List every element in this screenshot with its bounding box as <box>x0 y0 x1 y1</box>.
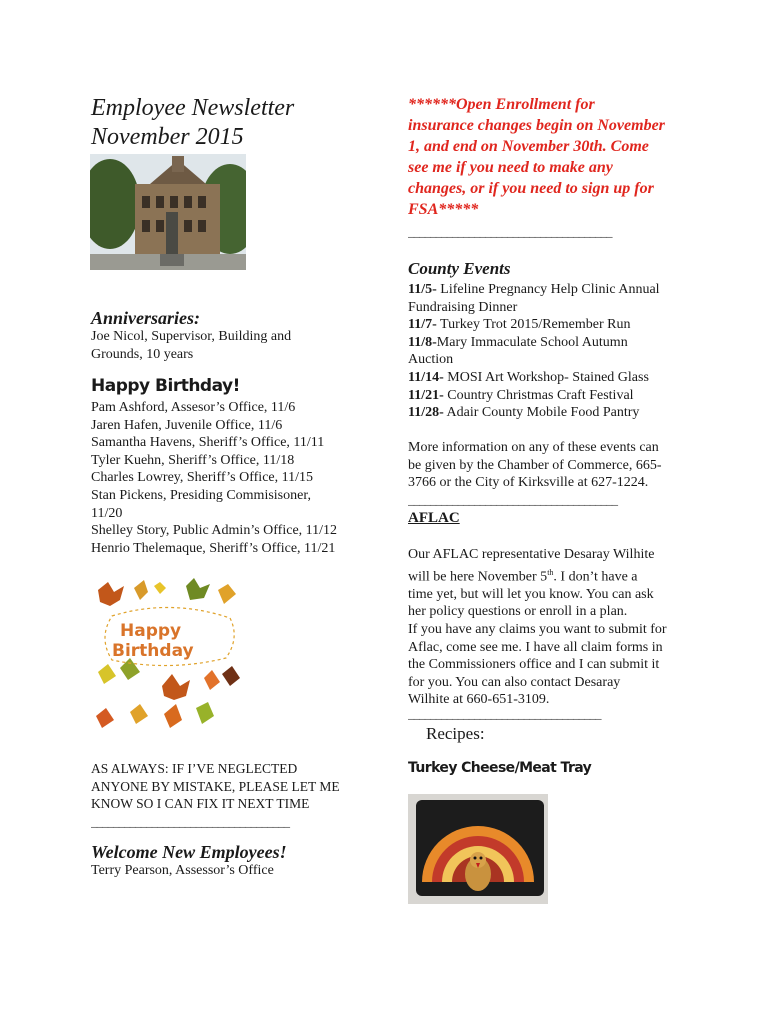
event-item: 11/7- Turkey Trot 2015/Remember Run <box>408 317 631 333</box>
aflac-line: Our AFLAC representative Desaray Wilhite <box>408 547 655 562</box>
enrollment-line: FSA***** <box>408 201 479 218</box>
birthday-entry: 11/20 <box>91 505 123 521</box>
more-info-line: 3766 or the City of Kirksville at 627-1224. <box>408 475 649 491</box>
enrollment-line: insurance changes begin on November <box>408 117 665 134</box>
notice-line: KNOW SO I CAN FIX IT NEXT TIME <box>91 796 310 812</box>
aflac-body <box>408 546 708 709</box>
anniversaries-list <box>91 328 371 363</box>
courthouse-photo <box>90 154 246 270</box>
card-word-birthday: Birthday <box>112 641 194 661</box>
notice-block <box>91 760 391 830</box>
events-more-info <box>408 439 698 492</box>
divider: ___________________________________ <box>408 706 601 721</box>
event-item: 11/28- Adair County Mobile Food Pantry <box>408 405 640 421</box>
birthday-entry: Pam Ashford, Assesor’s Office, 11/6 <box>91 400 296 415</box>
more-info-line: be given by the Chamber of Commerce, 665- <box>408 457 662 473</box>
divider: ____________________________________ <box>91 813 289 829</box>
turkey-tray-photo <box>408 794 548 904</box>
birthday-entry: Charles Lowrey, Sheriff’s Office, 11/15 <box>91 470 313 486</box>
enrollment-line: changes, or if you need to sign up for <box>408 180 654 197</box>
birthday-entry: Stan Pickens, Presiding Commisisoner, <box>91 487 311 503</box>
event-item: Fundraising Dinner <box>408 299 518 315</box>
open-enrollment-notice <box>408 94 708 220</box>
event-item: 11/8-Mary Immaculate School Autumn <box>408 334 628 350</box>
card-word-happy: Happy <box>120 621 182 641</box>
aflac-line: Wilhite at 660-651-3109. <box>408 692 550 708</box>
event-item: 11/5- Lifeline Pregnancy Help Clinic Annual <box>408 282 660 297</box>
new-employees-heading: Welcome New Employees! <box>91 842 287 862</box>
aflac-line: her policy questions or enroll in a plan. <box>408 604 628 620</box>
aflac-line: will be here November 5th. I don’t have a <box>408 567 638 585</box>
event-item: 11/21- Country Christmas Craft Festival <box>408 387 634 403</box>
title-line-2: November 2015 <box>91 124 244 150</box>
aflac-line: for you. You can also contact Desaray <box>408 674 621 690</box>
event-item: Auction <box>408 352 454 368</box>
new-employee-entry: Terry Pearson, Assessor’s Office <box>91 863 274 878</box>
aflac-heading: AFLAC <box>408 510 460 526</box>
event-item: 11/14- MOSI Art Workshop- Stained Glass <box>408 369 649 385</box>
birthday-entry: Samantha Havens, Sheriff’s Office, 11/11 <box>91 435 325 451</box>
recipe-title: Turkey Cheese/Meat Tray <box>408 760 592 776</box>
recipes-heading: Recipes: <box>426 724 485 743</box>
birthday-heading: Happy Birthday! <box>91 376 240 396</box>
aflac-line: Aflac, come see me. I have all claim forms in <box>408 639 663 655</box>
birthday-list <box>91 399 376 557</box>
birthday-entry: Henrio Thelemaque, Sheriff’s Office, 11/21 <box>91 540 336 556</box>
divider: ______________________________________ <box>408 492 617 507</box>
enrollment-line: ******Open Enrollment for <box>408 96 595 113</box>
enrollment-line: 1, and end on November 30th. Come <box>408 138 649 155</box>
anniversary-line: Joe Nicol, Supervisor, Building and <box>91 329 292 344</box>
anniversaries-heading: Anniversaries: <box>91 308 201 328</box>
birthday-entry: Jaren Hafen, Juvenile Office, 11/6 <box>91 417 283 433</box>
anniversary-line: Grounds, 10 years <box>91 346 194 362</box>
divider: _____________________________________ <box>408 224 612 239</box>
more-info-line: More information on any of these events can <box>408 440 659 455</box>
birthday-card-image <box>90 578 248 738</box>
notice-line: AS ALWAYS: IF I’VE NEGLECTED <box>91 761 298 776</box>
title-line-1: Employee Newsletter <box>91 95 295 121</box>
county-events-heading: County Events <box>408 259 511 278</box>
birthday-entry: Shelley Story, Public Admin’s Office, 11/12 <box>91 523 338 539</box>
county-events-list <box>408 281 698 422</box>
enrollment-line: see me if you need to make any <box>408 159 613 176</box>
birthday-entry: Tyler Kuehn, Sheriff’s Office, 11/18 <box>91 452 295 468</box>
notice-line: ANYONE BY MISTAKE, PLEASE LET ME <box>91 778 340 794</box>
aflac-line: time yet, but will let you know. You can ask <box>408 586 654 602</box>
aflac-line: the Commissioners office and I can submit it <box>408 657 660 673</box>
newsletter-title <box>91 94 381 152</box>
aflac-line: If you have any claims you want to submit for <box>408 622 667 638</box>
